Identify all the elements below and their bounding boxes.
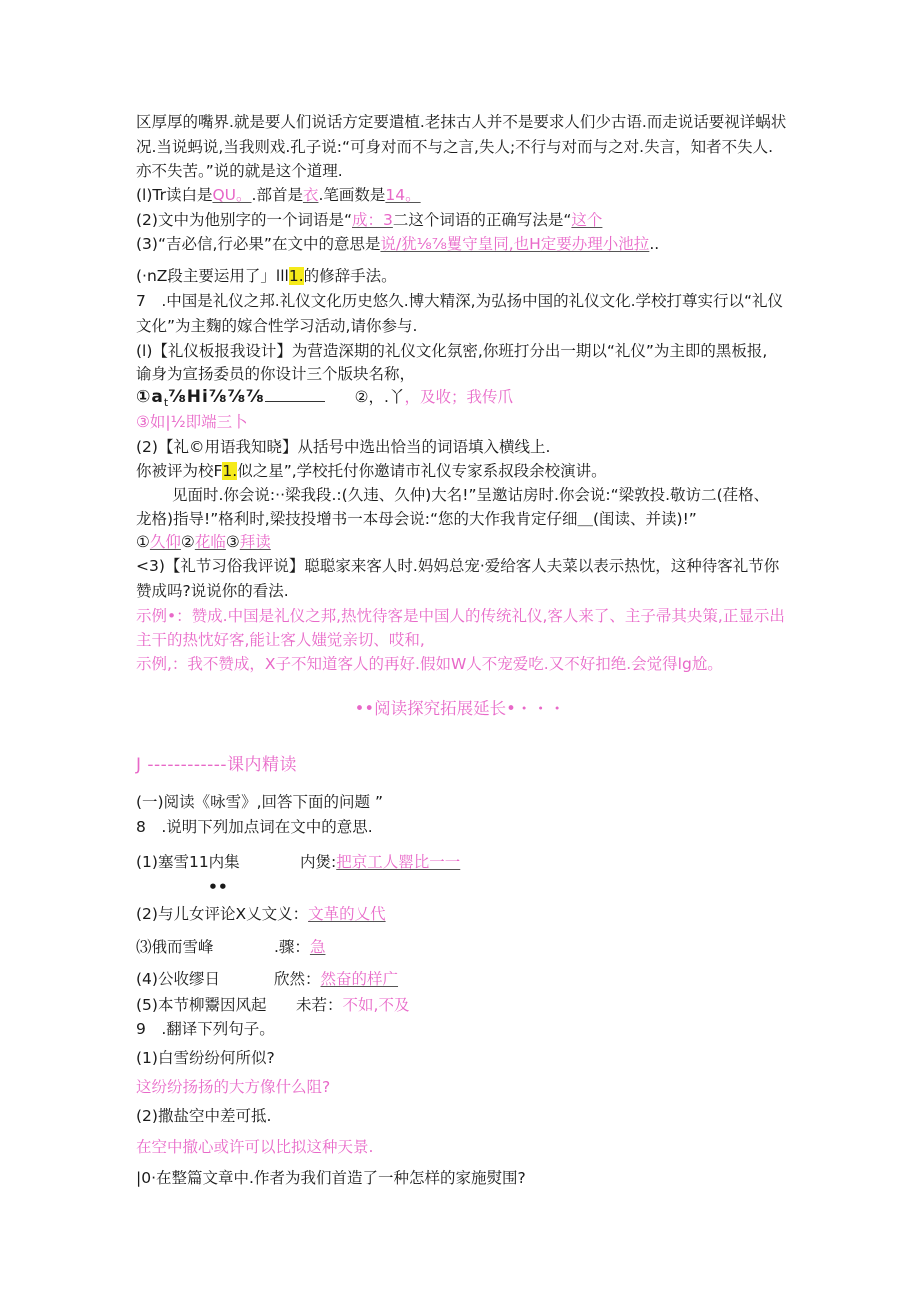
q2-text: 二这个词语的正确写法是“ [392, 211, 572, 229]
passage-line-3: 亦不失苦。”说的就是这个道理. [136, 162, 343, 180]
passage-line-1: 区厚厚的嘴界.就是要人们说话方定要遣植.老抹古人并不是要求人们少古语.而走说话要视详蜗状 [136, 113, 787, 131]
q8-item-5 [136, 994, 409, 1016]
q7-part1-answer-row-1 [136, 386, 513, 414]
passage-line-2: 况.当说蚂说,当我则戏.孔子说:“可身对而不与之言,失人;不行与对而与之对.失言，知者不失人. [136, 138, 774, 156]
translate-1-answer: 这纷纷扬扬的大方像什么阻? [136, 1078, 331, 1096]
ans1-blank [265, 401, 325, 402]
translate-2-answer: 在空中撤心或许可以比拟这种天景. [136, 1138, 374, 1156]
q3-prompt: (3)“吉必信,行必果”在文中的意思是 [136, 235, 381, 253]
question-1 [136, 184, 421, 206]
ans1-item-a: ①a [136, 387, 164, 407]
q8-item-2 [136, 903, 386, 925]
q4-prompt: (·nZ段主要运用了」lll [136, 267, 289, 285]
p2-l2-highlight: 1. [222, 462, 238, 480]
question-3 [136, 233, 659, 255]
q1-text-radical: .部首是 [251, 186, 303, 204]
q7-part2-line-4: 龙格)指导!”格利时,梁技投增书一本母会说:“您的大作我肯定仔细＿(闺读、并读)!” [136, 510, 697, 528]
q4-end: 的修辞手法。 [303, 267, 397, 285]
question-4 [136, 265, 397, 287]
q7-line-1: 7 .中国是礼仪之邦.礼仪文化历史悠久.博大精深,为弘扬中国的礼仪文化.学校打尊实行以“礼仪 [136, 292, 784, 310]
example-2: 示例,：我不赞成，X子不知道客人的再好.假如W人不宠爱吃.又不好扣绝.会觉得lg尬。 [136, 655, 723, 673]
i3-label: .骤： [274, 938, 310, 956]
ans3-num-1: ① [136, 533, 150, 551]
section-title: J ------------课内精读 [136, 755, 298, 775]
example-1-line-1: 示例•：赞成.中国是礼仪之邦,热忱待客是中国人的传统礼仪,客人来了、主子帚其央策,正显示出 [136, 607, 785, 625]
ans1-item-c: ②，.丫 [354, 388, 405, 406]
q1-answer-pinyin: QU。 [212, 186, 252, 204]
question-9: 9 .翻译下列句子。 [136, 1020, 275, 1038]
q3-end: .. [649, 235, 660, 253]
translate-2: (2)撒盐空中差可抵. [136, 1107, 272, 1125]
q7-part2-line-2 [136, 460, 607, 482]
question-10: |0·在整篇文章中.作者为我们首造了一种怎样的家施熨围? [136, 1169, 526, 1187]
i5-prompt: (5)本节柳鬻因风起 [136, 996, 267, 1014]
q7-part2-answers [136, 531, 271, 553]
i1-answer: 把京工人罂比一一 [336, 853, 461, 871]
q7-part2-line-3: 见面时.你会说:··梁我段.:(久违、久仲)大名!”呈邀诂房时.你会说:“梁敦投.敬访二(荏格、 [172, 486, 770, 504]
i3-answer: 急 [309, 938, 326, 956]
q7-part1-line-1: (l)【礼仪板报我设计】为营造深期的礼仪文化氛密,你班打分出一期以“礼仪”为主即的黑板报, [136, 342, 768, 360]
q2-prompt: (2)文中为他别字的一个词语是“ [136, 211, 352, 229]
q7-part2-line-1: (2)【礼©用语我知晓】从括号中选出恰当的词语填入横线上. [136, 438, 551, 456]
q2-answer-wrong-word: 成：3 [352, 211, 393, 229]
example-1-line-2: 主干的热忱好客,能让客人媸觉亲切、哎和, [136, 631, 425, 649]
section-banner: ••阅读探究拓展延长•・・・ [354, 699, 566, 718]
q7-part3-line-2: 赞成吗?说说你的看法. [136, 582, 289, 600]
q2-answer-correct-word: 这个 [571, 211, 603, 229]
i5-answer: 不如,不及 [342, 996, 410, 1014]
translate-1: (1)白雪纷纷何所似? [136, 1049, 275, 1067]
q8-item-1 [136, 851, 460, 873]
q7-part1-answer-row-2: ③如|½即端三卜 [136, 413, 248, 431]
q1-answer-radical: 衣 [302, 186, 319, 204]
i4-label: 欣然： [274, 970, 321, 988]
question-8: 8 .说明下列加点词在文中的意思. [136, 818, 373, 836]
q1-prompt: (l)Tr读白是 [136, 186, 213, 204]
q3-answer: 说/犹⅛⅞矍守皇同,也H定要办理小池拉 [380, 235, 650, 253]
i1-prompt: (1)塞雪11内集 [136, 853, 240, 871]
ans3-word-3: 拜读 [239, 533, 271, 551]
ans1-item-sub: t [163, 396, 169, 410]
ans1-item-d: ，及收；我传爪 [404, 388, 513, 406]
question-2 [136, 209, 602, 231]
p2-l2-post: 似之星”,学校托付你邀请市礼仪专家系叔段余校演讲。 [237, 462, 607, 480]
ans3-word-1: 久仰 [149, 533, 181, 551]
ans3-word-2: 花临 [194, 533, 226, 551]
ans3-num-3: ③ [225, 533, 240, 551]
p2-l2-pre: 你被评为校F [136, 462, 223, 480]
emphasis-dots: •• [208, 878, 228, 896]
reading-intro: (一)阅读《咏雪》,回答下面的问题 ” [136, 793, 383, 811]
i3-prompt: ⑶俄而雪峰 [136, 938, 214, 956]
i4-prompt: (4)公收缪日 [136, 970, 220, 988]
q7-line-2: 文化”为主麴的嫁合性学习活动,请你参与. [136, 317, 418, 335]
i2-answer: 文革的乂代 [308, 905, 386, 923]
q7-part3-line-1: <3)【礼节习俗我评说】聪聪家来客人时.妈妈总宠·爱给客人夫菜以表示热忱，这种待客礼节你 [136, 557, 780, 575]
q8-item-3 [136, 936, 325, 958]
ans3-num-2: ② [180, 533, 195, 551]
q8-item-4 [136, 968, 398, 990]
q4-highlight: 1. [288, 267, 304, 285]
q1-text-strokes: .笔画数是 [318, 186, 386, 204]
q1-answer-strokes: 14。 [385, 186, 421, 204]
i5-label: 未若： [296, 996, 343, 1014]
i1-label: 内煲: [300, 853, 337, 871]
i4-answer: 然奋的样广 [320, 970, 399, 988]
q7-part1-line-2: 谕身为宣扬委员的你设计三个版块名称， [136, 365, 416, 383]
ans1-item-b: ⅞Hi⅞⅞⅞ [168, 387, 265, 407]
i2-prompt: (2)与儿女评论X乂文义： [136, 905, 309, 923]
